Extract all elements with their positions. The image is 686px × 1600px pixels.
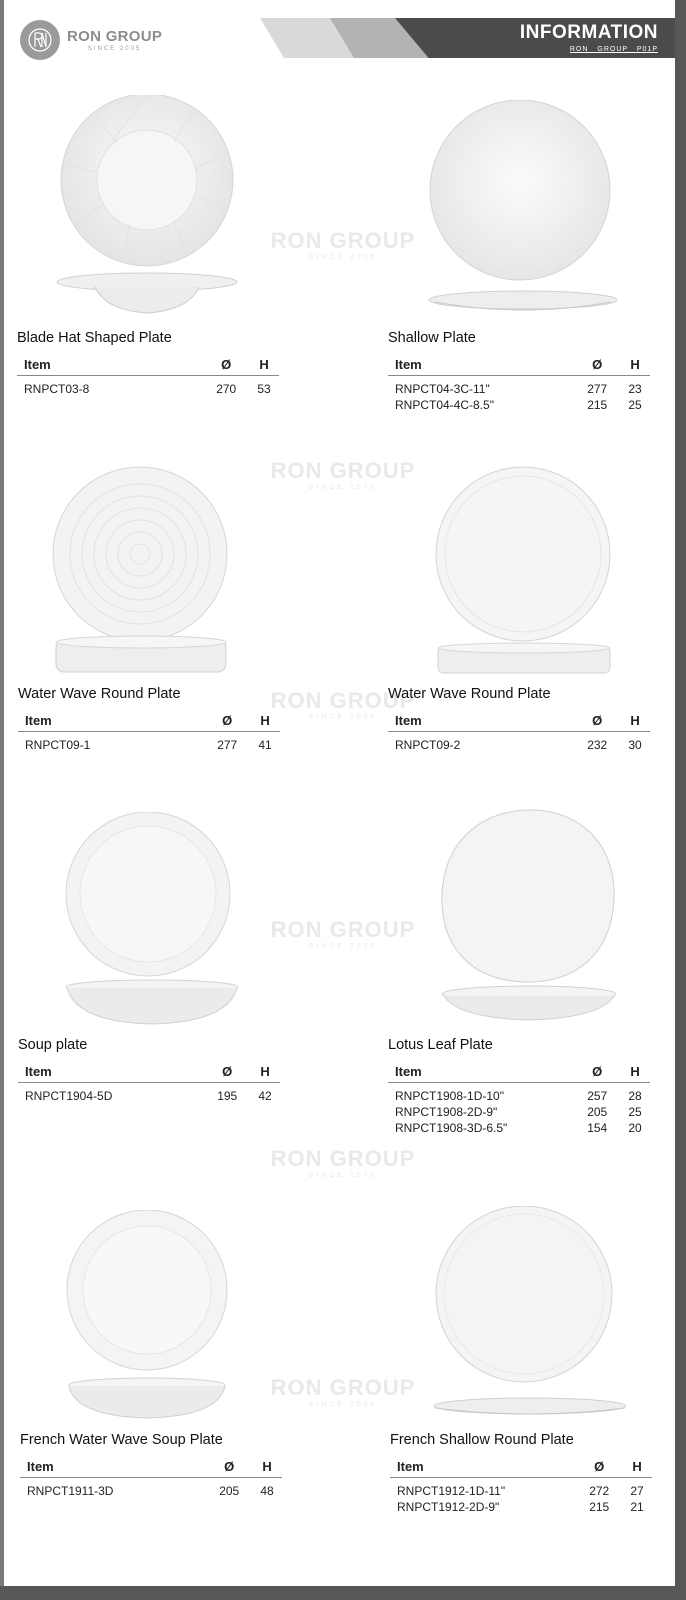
table-row [18,737,280,753]
table-row [388,1104,650,1120]
column-diameter: Ø [592,1064,603,1079]
spec-header [388,710,650,732]
product-name: Shallow Plate [388,330,476,346]
column-height: H [630,357,640,372]
table-row [388,381,650,397]
product-french-shallow-round-plate [390,1432,652,1515]
table-row [390,1499,652,1515]
spec-table [390,1456,652,1515]
spec-header [18,1061,280,1083]
column-diameter: Ø [592,357,603,372]
product-water-wave-round-plate-1 [18,686,280,753]
column-diameter: Ø [222,713,233,728]
diameter-value: 257 [587,1089,608,1103]
column-item: Item [25,1064,52,1079]
item-code: RNPCT04-3C-11" [395,382,490,396]
table-row [390,1483,652,1499]
column-diameter: Ø [224,1459,235,1474]
column-diameter: Ø [222,1064,233,1079]
plate-image-shallow [427,100,619,320]
column-diameter: Ø [592,713,603,728]
frame-bottom-edge [0,1586,686,1600]
height-value: 30 [628,738,642,752]
watermark: RON GROUP SINCE 2005 [270,917,416,950]
spec-table [18,710,280,753]
item-code: RNPCT1912-1D-11" [397,1484,506,1498]
column-item: Item [25,713,52,728]
spec-table [17,354,279,397]
spec-table [388,1061,650,1136]
plate-image-lotus-leaf [438,808,620,1026]
column-item: Item [397,1459,424,1474]
plate-image-blade-hat [55,95,240,320]
spec-table [18,1061,280,1104]
diameter-value: 215 [587,398,608,412]
product-name: Water Wave Round Plate [18,686,181,702]
column-height: H [260,713,270,728]
product-blade-hat-shaped-plate [17,330,279,397]
height-value: 42 [258,1089,272,1103]
product-soup-plate [18,1037,280,1104]
table-row [17,381,279,397]
brand-logo [20,20,162,60]
brand-name: RON GROUP [67,28,163,45]
diameter-value: 232 [587,738,608,752]
table-row [388,737,650,753]
diameter-value: 195 [217,1089,238,1103]
product-shallow-plate [388,330,650,413]
diameter-value: 154 [587,1121,608,1135]
product-french-water-wave-soup-plate [20,1432,282,1499]
height-value: 23 [628,382,642,396]
diameter-value: 215 [589,1500,610,1514]
column-item: Item [395,1064,422,1079]
spec-header [388,1061,650,1083]
table-row [388,1120,650,1136]
product-name: Blade Hat Shaped Plate [17,330,172,346]
plate-image-water-wave-2 [432,466,617,678]
product-water-wave-round-plate-2 [388,686,650,753]
spec-header [390,1456,652,1478]
diameter-value: 270 [216,382,237,396]
item-code: RNPCT09-2 [395,738,461,752]
plate-image-water-wave-1 [52,466,232,676]
plate-image-soup [62,812,242,1028]
item-code: RNPCT09-1 [25,738,91,752]
diameter-value: 205 [587,1105,608,1119]
height-value: 41 [258,738,272,752]
watermark: RON GROUP SINCE 2005 [270,1146,416,1179]
table-row [388,1088,650,1104]
plate-image-french-water-wave-soup [63,1210,233,1422]
spec-table [388,710,650,753]
item-code: RNPCT1904-5D [25,1089,113,1103]
spec-header [17,354,279,376]
height-value: 28 [628,1089,642,1103]
item-code: RNPCT03-8 [24,382,90,396]
product-name: Lotus Leaf Plate [388,1037,493,1053]
column-height: H [630,713,640,728]
diameter-value: 277 [587,382,608,396]
spec-header [388,354,650,376]
column-diameter: Ø [221,357,232,372]
item-code: RNPCT1908-3D-6.5" [395,1121,508,1135]
product-name: French Water Wave Soup Plate [20,1432,223,1448]
spec-table [20,1456,282,1499]
diameter-value: 277 [217,738,238,752]
height-value: 27 [630,1484,644,1498]
item-code: RNPCT1912-2D-9" [397,1500,500,1514]
height-value: 20 [628,1121,642,1135]
column-item: Item [27,1459,54,1474]
column-item: Item [395,357,422,372]
item-code: RNPCT04-4C-8.5" [395,398,494,412]
spec-header [20,1456,282,1478]
table-row [18,1088,280,1104]
diameter-value: 205 [219,1484,240,1498]
column-item: Item [395,713,422,728]
item-code: RNPCT1911-3D [27,1484,114,1498]
brand-since: SINCE 2005 [87,46,142,52]
height-value: 25 [628,398,642,412]
product-name: Water Wave Round Plate [388,686,551,702]
diameter-value: 272 [589,1484,610,1498]
page-header [0,0,686,70]
spec-table [388,354,650,413]
brand-logo-icon [20,20,60,60]
height-value: 53 [257,382,271,396]
watermark: RON GROUP SINCE 2005 [270,228,416,261]
watermark: RON GROUP SINCE 2005 [270,688,416,721]
table-row [20,1483,282,1499]
height-value: 25 [628,1105,642,1119]
page-title: INFORMATION [519,22,658,43]
height-value: 48 [260,1484,274,1498]
column-height: H [630,1064,640,1079]
page-subtitle: RON GROUP P01P [569,46,658,53]
column-height: H [259,357,269,372]
column-height: H [260,1064,270,1079]
plate-image-french-shallow-round [432,1206,630,1420]
watermark: RON GROUP SINCE 2005 [270,458,416,491]
column-height: H [632,1459,642,1474]
column-height: H [262,1459,272,1474]
column-diameter: Ø [594,1459,605,1474]
item-code: RNPCT1908-1D-10" [395,1089,504,1103]
product-name: French Shallow Round Plate [390,1432,574,1448]
watermark: RON GROUP SINCE 2005 [270,1375,416,1408]
height-value: 21 [630,1500,644,1514]
column-item: Item [24,357,51,372]
product-lotus-leaf-plate [388,1037,650,1136]
spec-header [18,710,280,732]
item-code: RNPCT1908-2D-9" [395,1105,498,1119]
product-name: Soup plate [18,1037,88,1053]
table-row [388,397,650,413]
